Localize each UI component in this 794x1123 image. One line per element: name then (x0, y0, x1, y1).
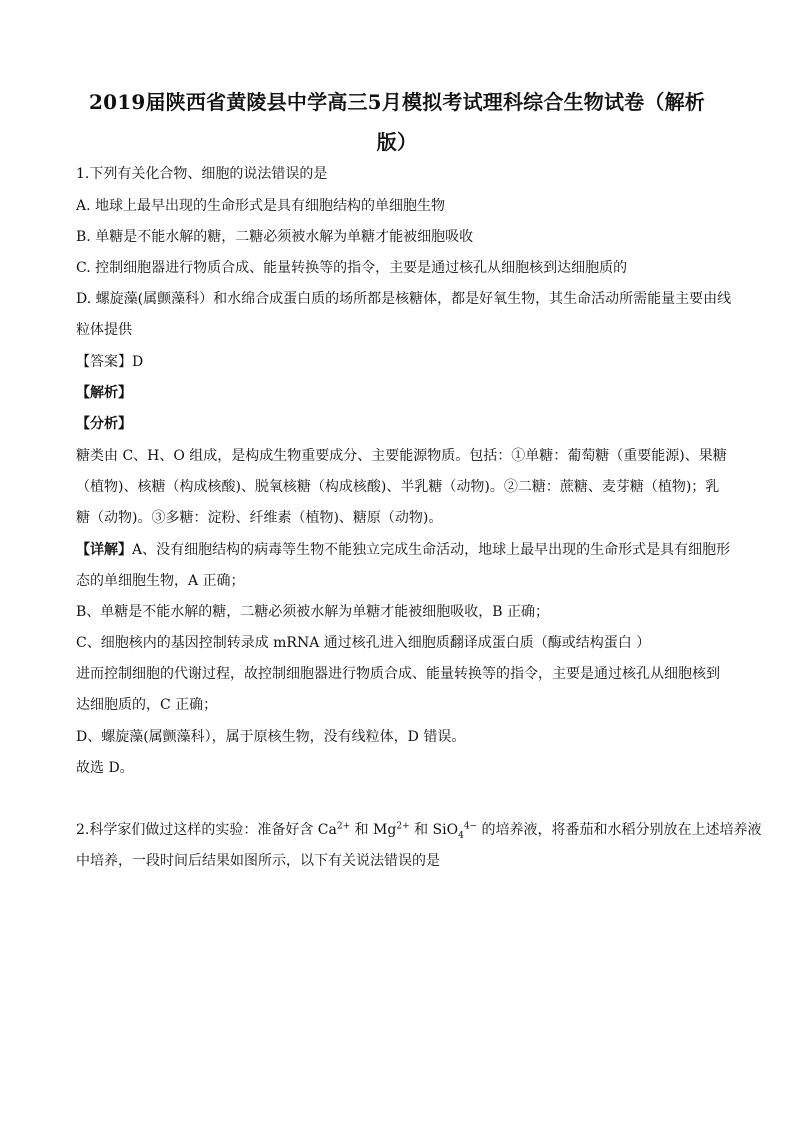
detail-heading: 【详解】 (76, 542, 132, 558)
jiexi-heading: 【解析】 (76, 385, 132, 401)
analysis-line-2: （植物)、核糖（构成核酸)、脱氧核糖（构成核酸)、半乳糖（动物)。②二糖：蔗糖、麦芽糖（植物)；乳 (76, 479, 720, 495)
sio-subscript: 4 (458, 830, 464, 841)
detail-d: D、螺旋藻(属颤藻科），属于原核生物，没有线粒体，D 错误。 (76, 729, 466, 745)
question-1-option-d-continued: 粒体提供 (76, 322, 132, 338)
conclusion: 故选 D。 (76, 760, 134, 776)
question-1-option-b: B. 单糖是不能水解的糖，二糖必须被水解为单糖才能被细胞吸收 (76, 229, 474, 245)
answer-label: 【答案】D (76, 354, 144, 370)
document-title-line-1: 2019届陕西省黄陵县中学高三5月模拟考试理科综合生物试卷（解析 (89, 90, 705, 114)
detail-b: B、单糖是不能水解的糖，二糖必须被水解为单糖才能被细胞吸收，B 正确； (76, 604, 550, 620)
q2-stem-pre: 2.科学家们做过这样的实验：准备好含 Ca (76, 822, 337, 838)
detail-a-line-1 (76, 540, 731, 560)
question-1-option-c: C. 控制细胞器进行物质合成、能量转换等的指令，主要是通过核孔从细胞核到达细胞质的 (76, 260, 628, 276)
fenxi-heading: 【分析】 (76, 416, 132, 432)
analysis-line-3: 糖（动物)。③多糖：淀粉、纤维素（植物)、糖原（动物)。 (76, 510, 443, 526)
mg-superscript: 2+ (396, 821, 410, 832)
question-1-stem: 1.下列有关化合物、细胞的说法错误的是 (76, 166, 328, 182)
document-title-line-2: 版） (376, 130, 418, 154)
detail-c-line-2: 进而控制细胞的代谢过程，故控制细胞器进行物质合成、能量转换等的指令，主要是通过核孔从细胞核到 (76, 666, 720, 682)
q2-stem-mid-2: 和 SiO (409, 822, 459, 838)
detail-c-line-1: C、细胞核内的基因控制转录成 mRNA 通过核孔进入细胞质翻译成蛋白质（酶或结构蛋白 ） (76, 635, 651, 651)
detail-a-line-2: 态的单细胞生物，A 正确； (76, 573, 245, 589)
sio-superscript: 4− (463, 821, 478, 832)
question-1-option-a: A. 地球上最早出现的生命形式是具有细胞结构的单细胞生物 (76, 198, 446, 214)
question-2-stem-line-1 (76, 820, 762, 841)
ca-superscript: 2+ (336, 821, 351, 832)
analysis-line-1: 糖类由 C、H、O 组成，是构成生物重要成分、主要能源物质。包括：①单糖：葡萄糖（重要能源)、果糖 (76, 448, 727, 464)
detail-c-line-3: 达细胞质的，C 正确； (76, 697, 218, 713)
q2-stem-post: 的培养液，将番茄和水稻分别放在上述培养液 (477, 822, 762, 838)
question-1-option-d: D. 螺旋藻(属颤藻科）和水绵合成蛋白质的场所都是核糖体，都是好氧生物，其生命活动所需能量主要由线 (76, 291, 732, 307)
question-2-stem-line-2: 中培养，一段时间后结果如图所示，以下有关说法错误的是 (76, 853, 440, 869)
q2-stem-mid-1: 和 Mg (350, 822, 397, 838)
detail-a-text: A、没有细胞结构的病毒等生物不能独立完成生命活动，地球上最早出现的生命形式是具有细胞形 (132, 542, 731, 558)
